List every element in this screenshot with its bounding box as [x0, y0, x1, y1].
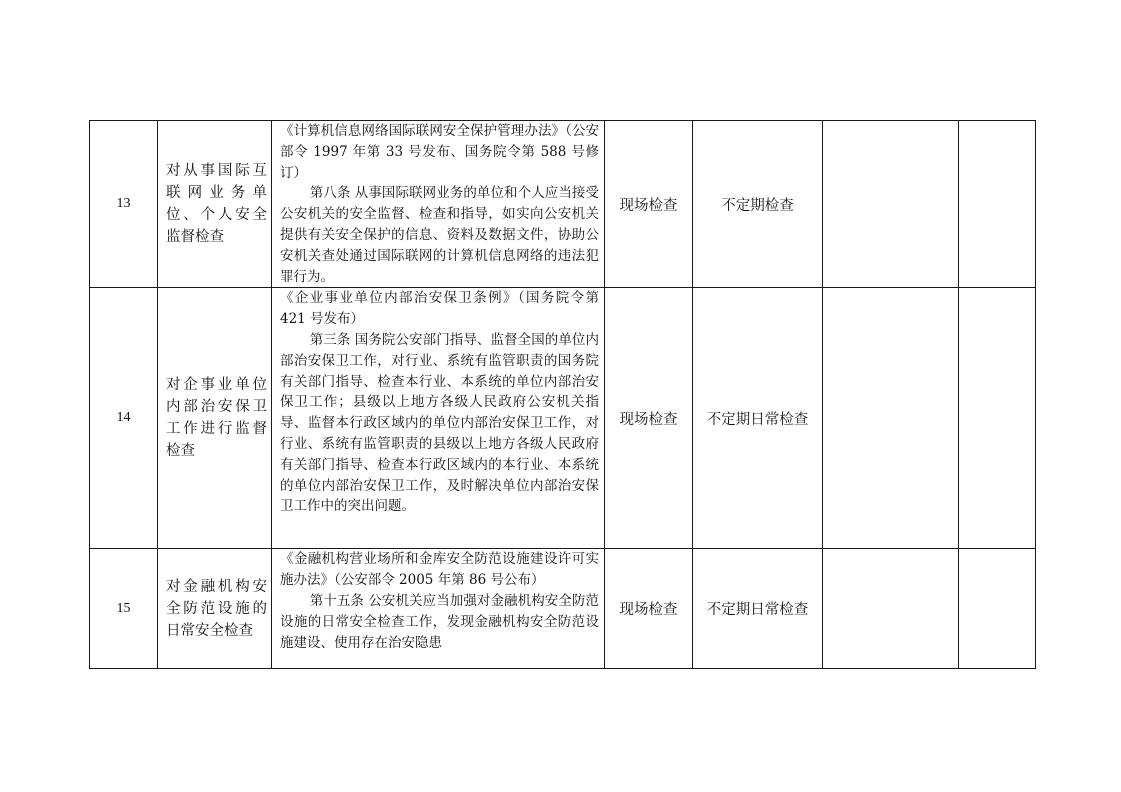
empty-cell [959, 549, 1036, 669]
legal-basis-cell [272, 288, 605, 549]
legal-basis-article: 第十五条 公安机关应当加强对金融机构安全防范设施的日常安全检查工作，发现金融机构安全防范设施建设、使用存在治安隐患 [280, 592, 599, 651]
table-row [90, 288, 1036, 549]
legal-basis-cell [272, 121, 605, 288]
inspection-frequency-cell: 不定期检查 [693, 121, 823, 288]
table-row [90, 121, 1036, 288]
inspection-frequency-cell: 不定期日常检查 [693, 549, 823, 669]
row-number-cell: 15 [90, 549, 158, 669]
inspection-mode-cell: 现场检查 [605, 121, 693, 288]
legal-basis-article: 第三条 国务院公安部门指导、监督全国的单位内部治安保卫工作，对行业、系统有监管职责的国务院有关部门指导、检查本行业、本系统的单位内部治安保卫工作；县级以上地方各级人民政府公安机关指导、监督本行政区域内的单位内部治安保卫工作，对行业、系统有监管职责的县级以上地方各级人民政府有关部门指导、检查本行政区域内的本行业、本系统的单位内部治安保卫工作，及时解决单位内部治安保卫工作中的突出问题。 [280, 331, 599, 515]
inspection-item-cell: 对从事国际互联网业务单位、个人安全监督检查 [158, 121, 272, 288]
legal-basis-cell [272, 549, 605, 669]
inspection-mode-cell: 现场检查 [605, 549, 693, 669]
legal-basis-regulation: 《计算机信息网络国际联网安全保护管理办法》（公安部令 1997 年第 33 号发布、国务院令第 588 号修订） [280, 123, 599, 181]
empty-cell [823, 549, 959, 669]
legal-basis-article: 第八条 从事国际联网业务的单位和个人应当接受公安机关的安全监督、检查和指导，如实向公安机关提供有关安全保护的信息、资料及数据文件，协助公安机关查处通过国际联网的计算机信息网络的违法犯罪行为。 [280, 185, 599, 285]
empty-cell [959, 121, 1036, 288]
inspection-frequency-cell: 不定期日常检查 [693, 288, 823, 549]
table-row [90, 549, 1036, 669]
inspection-mode-cell: 现场检查 [605, 288, 693, 549]
legal-basis-regulation: 《企业事业单位内部治安保卫条例》（国务院令第 421 号发布） [280, 290, 599, 328]
inspection-items-table [89, 120, 1036, 669]
empty-cell [823, 288, 959, 549]
empty-cell [823, 121, 959, 288]
inspection-item-cell: 对企事业单位内部治安保卫工作进行监督检查 [158, 288, 272, 549]
row-number-cell: 13 [90, 121, 158, 288]
empty-cell [959, 288, 1036, 549]
legal-basis-text-clip [280, 549, 599, 668]
legal-basis-regulation: 《金融机构营业场所和金库安全防范设施建设许可实施办法》（公安部令 2005 年第 86 号公布） [280, 551, 599, 589]
inspection-item-cell: 对金融机构安全防范设施的日常安全检查 [158, 549, 272, 669]
row-number-cell: 14 [90, 288, 158, 549]
